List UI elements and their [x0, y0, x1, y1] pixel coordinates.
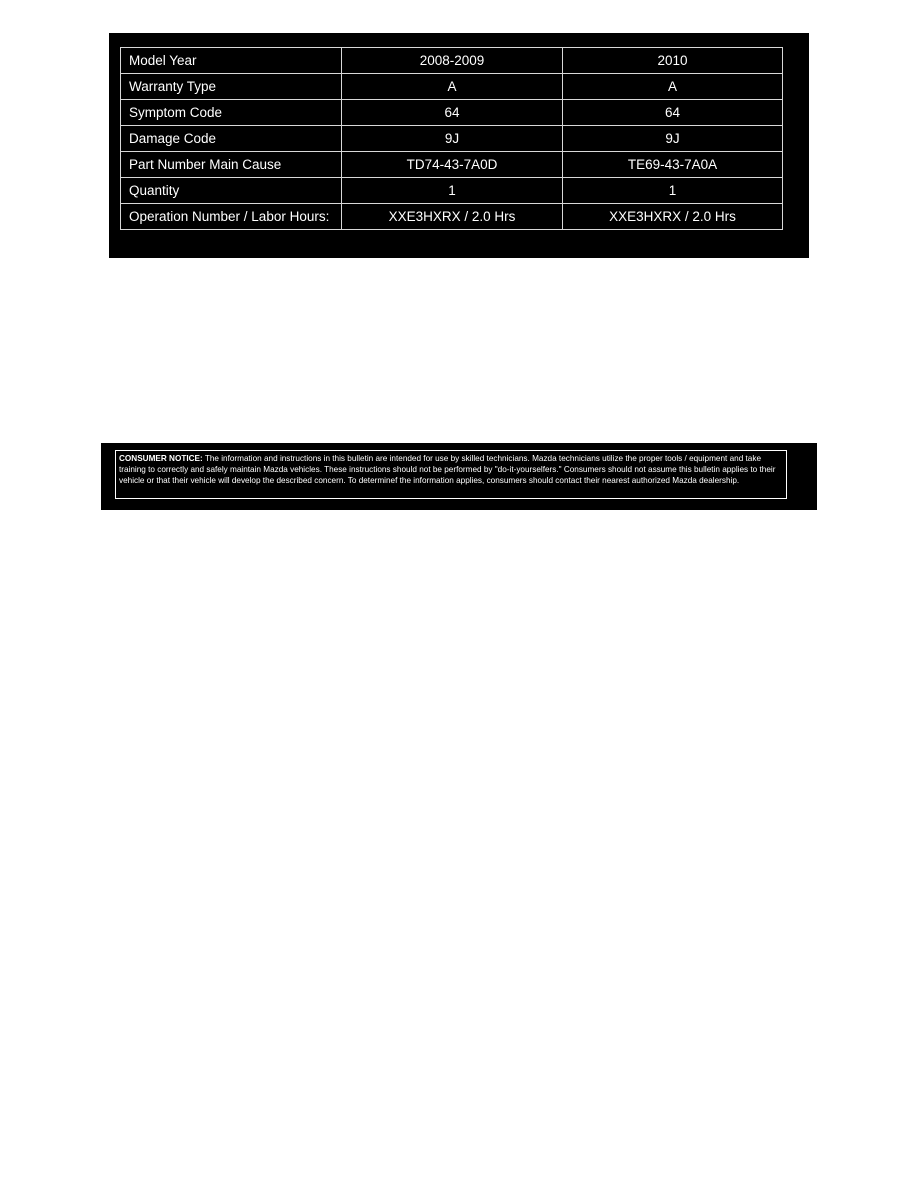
row-label: Symptom Code	[121, 100, 342, 126]
row-label: Warranty Type	[121, 74, 342, 100]
cell-model-2008-2009: 2008-2009	[342, 48, 563, 74]
cell-model-2010: 1	[563, 178, 783, 204]
consumer-notice-text: The information and instructions in this bulletin are intended for use by skilled technicians. Mazda technicians utilize the proper tools / equipment and take training to correctly and safely maintain Mazda vehicles. These instructions should not be performed by "do-it-yourselfers." Consumers should not assume this bulletin applies to their vehicle or that their vehicle will develop the described concern. To determinef the information applies, consumers should contact their nearest authorized Mazda dealership.	[119, 454, 776, 485]
table-row	[121, 100, 783, 126]
table-row	[121, 126, 783, 152]
row-label: Quantity	[121, 178, 342, 204]
cell-model-2010: 9J	[563, 126, 783, 152]
cell-model-2010: 64	[563, 100, 783, 126]
cell-model-2008-2009: 1	[342, 178, 563, 204]
cell-model-2008-2009: 9J	[342, 126, 563, 152]
cell-model-2008-2009: XXE3HXRX / 2.0 Hrs	[342, 204, 563, 230]
cell-model-2008-2009: 64	[342, 100, 563, 126]
cell-model-2008-2009: A	[342, 74, 563, 100]
table-row	[121, 152, 783, 178]
cell-model-2010: 2010	[563, 48, 783, 74]
warranty-info-panel	[109, 33, 809, 258]
consumer-notice	[115, 450, 787, 499]
cell-model-2008-2009: TD74-43-7A0D	[342, 152, 563, 178]
consumer-notice-heading: CONSUMER NOTICE:	[119, 454, 203, 463]
warranty-info-table	[120, 47, 783, 230]
row-label: Operation Number / Labor Hours:	[121, 204, 342, 230]
table-row	[121, 178, 783, 204]
row-label: Part Number Main Cause	[121, 152, 342, 178]
row-label: Model Year	[121, 48, 342, 74]
table-row	[121, 48, 783, 74]
cell-model-2010: A	[563, 74, 783, 100]
table-row	[121, 74, 783, 100]
consumer-notice-panel	[101, 443, 817, 510]
cell-model-2010: XXE3HXRX / 2.0 Hrs	[563, 204, 783, 230]
cell-model-2010: TE69-43-7A0A	[563, 152, 783, 178]
table-row	[121, 204, 783, 230]
row-label: Damage Code	[121, 126, 342, 152]
